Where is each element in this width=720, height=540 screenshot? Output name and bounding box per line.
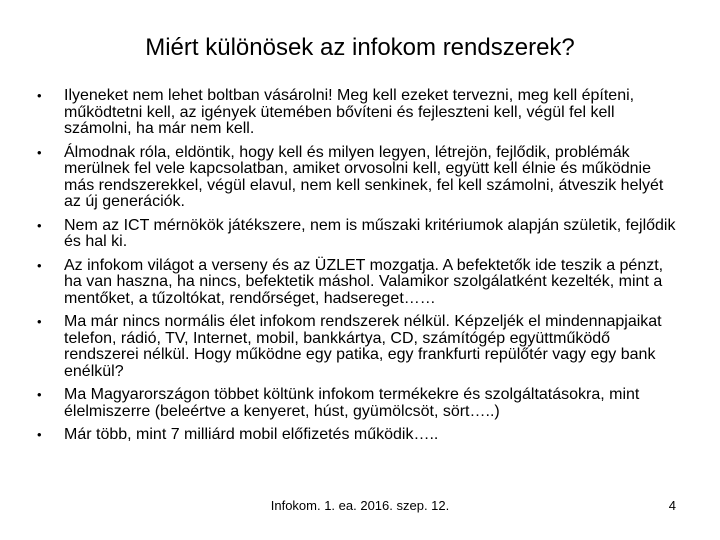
bullet-item xyxy=(36,314,676,380)
page-number: 4 xyxy=(668,498,676,513)
bullet-item xyxy=(36,145,676,211)
slide-title: Miért különösek az infokom rendszerek? xyxy=(145,34,575,61)
bullet-icon: • xyxy=(37,314,42,329)
bullet-item xyxy=(36,387,676,420)
bullet-icon: • xyxy=(37,427,42,442)
bullet-text: Ilyeneket nem lehet boltban vásárolni! Meg kell ezeket tervezni, meg kell építeni, működtetni kell, az igények ütemében bővíteni és fejleszteni kell, végül fel kell számolni, ha már nem kell. xyxy=(64,87,635,137)
bullet-item xyxy=(36,258,676,308)
bullet-icon: • xyxy=(37,257,42,273)
bullet-text: Álmodnak róla, eldöntik, hogy kell és milyen legyen, létrejön, fejlődik, problémák merülnek fel vele kapcsolatban, amiket orvosolni kell, együtt kell élnie és működnie más rendszerekkel, végül elavul, nem kell senkinek, fel kell számolni, átveszik helyét az új generációk. xyxy=(64,143,664,210)
bullet-icon: • xyxy=(37,387,42,402)
bullet-item xyxy=(36,427,676,444)
bullet-text: Már több, mint 7 milliárd mobil előfizetés működik….. xyxy=(64,426,439,443)
bullet-icon: • xyxy=(37,88,42,103)
bullet-text: Ma már nincs normális élet infokom rendszerek nélkül. Képzeljék el mindennapjaikat telefon, rádió, TV, Internet, mobil, bankkártya, CD, számítógép együttműködő rendszerei nélkül. Hogy működne egy patika, egy frankfurti repülőtér vagy egy bank enélkül? xyxy=(64,313,662,380)
bullet-icon: • xyxy=(37,144,42,160)
bullet-list xyxy=(36,88,676,451)
bullet-item xyxy=(36,88,676,138)
bullet-text: Ma Magyarországon többet költünk infokom termékekre és szolgáltatásokra, mint élelmiszerre (beleértve a kenyeret, húst, gyümölcsöt, sört…..) xyxy=(64,386,640,420)
bullet-icon: • xyxy=(37,217,42,233)
bullet-text: Az infokom világot a verseny és az ÜZLET mozgatja. A befektetők ide teszik a pénzt, ha van haszna, ha nincs, befektetik máshol. Valamikor szolgálatként kezelték, mint a mentőket, a tűzoltókat, rendőrséget, hadsereget…… xyxy=(64,256,664,307)
footer-text: Infokom. 1. ea. 2016. szep. 12. xyxy=(270,498,450,513)
bullet-item xyxy=(36,218,676,251)
bullet-text: Nem az ICT mérnökök játékszere, nem is műszaki kritériumok alapján születik, fejlődik és hal ki. xyxy=(64,216,676,250)
